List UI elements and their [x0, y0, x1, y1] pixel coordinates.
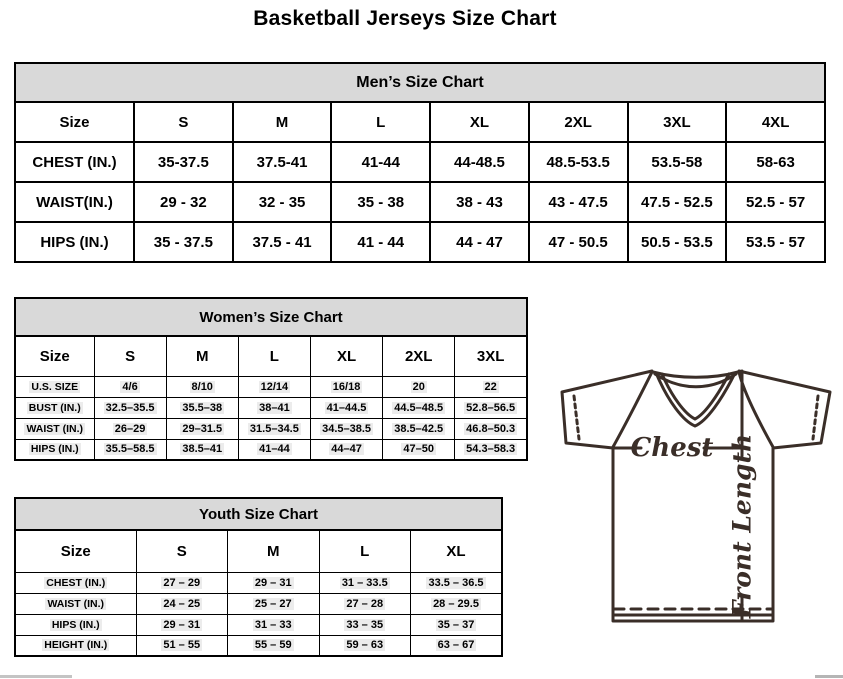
size-column-header: 3XL — [628, 102, 727, 142]
size-value-cell: 38 - 43 — [430, 182, 529, 222]
size-value-cell: 47.5 - 52.5 — [628, 182, 727, 222]
size-header-row — [15, 530, 502, 572]
measurement-row — [15, 397, 527, 418]
measurement-row-label: CHEST (IN.) — [15, 142, 134, 182]
size-value-cell: 29 – 31 — [228, 572, 320, 593]
size-header-row — [15, 336, 527, 376]
size-column-header: L — [319, 530, 411, 572]
size-value-cell: 44-48.5 — [430, 142, 529, 182]
size-value-cell: 47 - 50.5 — [529, 222, 628, 262]
youth-chart-title: Youth Size Chart — [14, 497, 503, 531]
measurement-row — [15, 142, 825, 182]
size-value-cell: 41 - 44 — [331, 222, 430, 262]
size-value-cell: 43 - 47.5 — [529, 182, 628, 222]
size-value-cell: 20 — [383, 376, 455, 397]
size-column-header: 3XL — [455, 336, 527, 376]
size-value-cell: 54.3–58.3 — [455, 439, 527, 460]
size-column-header: S — [136, 530, 228, 572]
size-value-cell: 53.5 - 57 — [726, 222, 825, 262]
womens-size-chart-section — [14, 297, 528, 461]
mens-chart-title: Men’s Size Chart — [14, 62, 826, 103]
size-value-cell: 12/14 — [238, 376, 310, 397]
size-column-header: M — [233, 102, 332, 142]
scrollbar-fragment-left — [0, 675, 72, 678]
size-value-cell: 22 — [455, 376, 527, 397]
size-value-cell: 52.8–56.5 — [455, 397, 527, 418]
size-value-cell: 34.5–38.5 — [310, 418, 382, 439]
size-value-cell: 41–44 — [238, 439, 310, 460]
measurement-row — [15, 222, 825, 262]
womens-size-table — [14, 335, 528, 461]
size-value-cell: 27 – 28 — [319, 593, 411, 614]
measurement-row — [15, 572, 502, 593]
size-value-cell: 33 – 35 — [319, 614, 411, 635]
measurement-row-label: HIPS (IN.) — [15, 439, 94, 460]
size-column-header: S — [134, 102, 233, 142]
measurement-row-label: WAIST (IN.) — [15, 418, 94, 439]
scrollbar-fragment-right — [815, 675, 843, 678]
collar-v-inner — [662, 374, 729, 419]
size-value-cell: 31 – 33 — [228, 614, 320, 635]
size-value-cell: 35.5–38 — [166, 397, 238, 418]
size-column-header: M — [166, 336, 238, 376]
size-column-header: XL — [430, 102, 529, 142]
measurement-row-label: WAIST (IN.) — [15, 593, 136, 614]
page-title: Basketball Jerseys Size Chart — [253, 7, 557, 30]
size-value-cell: 38.5–42.5 — [383, 418, 455, 439]
measurement-row-label: CHEST (IN.) — [15, 572, 136, 593]
measurement-row — [15, 614, 502, 635]
size-label-header: Size — [15, 102, 134, 142]
measurement-row — [15, 439, 527, 460]
chest-label: Chest — [630, 433, 714, 463]
size-value-cell: 25 – 27 — [228, 593, 320, 614]
measurement-row — [15, 376, 527, 397]
size-column-header: XL — [411, 530, 503, 572]
size-value-cell: 44.5–48.5 — [383, 397, 455, 418]
measurement-row — [15, 418, 527, 439]
size-value-cell: 27 – 29 — [136, 572, 228, 593]
measurement-row — [15, 635, 502, 656]
size-value-cell: 8/10 — [166, 376, 238, 397]
size-value-cell: 63 – 67 — [411, 635, 503, 656]
size-column-header: L — [238, 336, 310, 376]
size-value-cell: 16/18 — [310, 376, 382, 397]
size-value-cell: 44–47 — [310, 439, 382, 460]
size-value-cell: 28 – 29.5 — [411, 593, 503, 614]
jersey-outline — [562, 371, 830, 621]
mens-size-table — [14, 101, 826, 263]
measurement-row-label: HEIGHT (IN.) — [15, 635, 136, 656]
size-value-cell: 35.5–58.5 — [94, 439, 166, 460]
size-column-header: L — [331, 102, 430, 142]
right-cuff-dashed-line — [813, 396, 818, 439]
size-label-header: Size — [15, 336, 94, 376]
size-value-cell: 38.5–41 — [166, 439, 238, 460]
collar-top-arc — [653, 372, 738, 377]
size-value-cell: 50.5 - 53.5 — [628, 222, 727, 262]
size-value-cell: 46.8–50.3 — [455, 418, 527, 439]
measurement-row — [15, 593, 502, 614]
jersey-measurement-diagram — [552, 358, 843, 672]
size-value-cell: 38–41 — [238, 397, 310, 418]
size-value-cell: 41-44 — [331, 142, 430, 182]
measurement-row-label: BUST (IN.) — [15, 397, 94, 418]
mens-size-chart-section — [14, 62, 826, 263]
front-length-label: Front Length — [727, 433, 757, 619]
size-value-cell: 37.5 - 41 — [233, 222, 332, 262]
size-column-header: XL — [310, 336, 382, 376]
size-value-cell: 4/6 — [94, 376, 166, 397]
youth-size-chart-section — [14, 497, 503, 657]
size-value-cell: 37.5-41 — [233, 142, 332, 182]
size-column-header: S — [94, 336, 166, 376]
size-value-cell: 33.5 – 36.5 — [411, 572, 503, 593]
size-value-cell: 48.5-53.5 — [529, 142, 628, 182]
size-column-header: 2XL — [383, 336, 455, 376]
size-header-row — [15, 102, 825, 142]
size-column-header: 4XL — [726, 102, 825, 142]
size-value-cell: 31 – 33.5 — [319, 572, 411, 593]
size-value-cell: 29–31.5 — [166, 418, 238, 439]
measurement-row-label: HIPS (IN.) — [15, 614, 136, 635]
jersey-diagram-svg — [552, 358, 843, 672]
size-value-cell: 24 – 25 — [136, 593, 228, 614]
size-value-cell: 59 – 63 — [319, 635, 411, 656]
size-value-cell: 47–50 — [383, 439, 455, 460]
size-value-cell: 29 - 32 — [134, 182, 233, 222]
size-value-cell: 44 - 47 — [430, 222, 529, 262]
size-value-cell: 58-63 — [726, 142, 825, 182]
measurement-row-label: U.S. SIZE — [15, 376, 94, 397]
size-value-cell: 35 – 37 — [411, 614, 503, 635]
size-value-cell: 32 - 35 — [233, 182, 332, 222]
size-label-header: Size — [15, 530, 136, 572]
size-column-header: M — [228, 530, 320, 572]
measurement-row — [15, 182, 825, 222]
size-value-cell: 35-37.5 — [134, 142, 233, 182]
size-value-cell: 31.5–34.5 — [238, 418, 310, 439]
measurement-row-label: HIPS (IN.) — [15, 222, 134, 262]
left-cuff-dashed-line — [574, 396, 579, 439]
size-value-cell: 29 – 31 — [136, 614, 228, 635]
youth-size-table — [14, 529, 503, 657]
size-value-cell: 41–44.5 — [310, 397, 382, 418]
size-value-cell: 52.5 - 57 — [726, 182, 825, 222]
measurement-row-label: WAIST(IN.) — [15, 182, 134, 222]
womens-chart-title: Women’s Size Chart — [14, 297, 528, 337]
size-value-cell: 32.5–35.5 — [94, 397, 166, 418]
size-column-header: 2XL — [529, 102, 628, 142]
size-value-cell: 35 - 38 — [331, 182, 430, 222]
size-value-cell: 35 - 37.5 — [134, 222, 233, 262]
size-value-cell: 55 – 59 — [228, 635, 320, 656]
size-value-cell: 53.5-58 — [628, 142, 727, 182]
size-value-cell: 26–29 — [94, 418, 166, 439]
size-value-cell: 51 – 55 — [136, 635, 228, 656]
